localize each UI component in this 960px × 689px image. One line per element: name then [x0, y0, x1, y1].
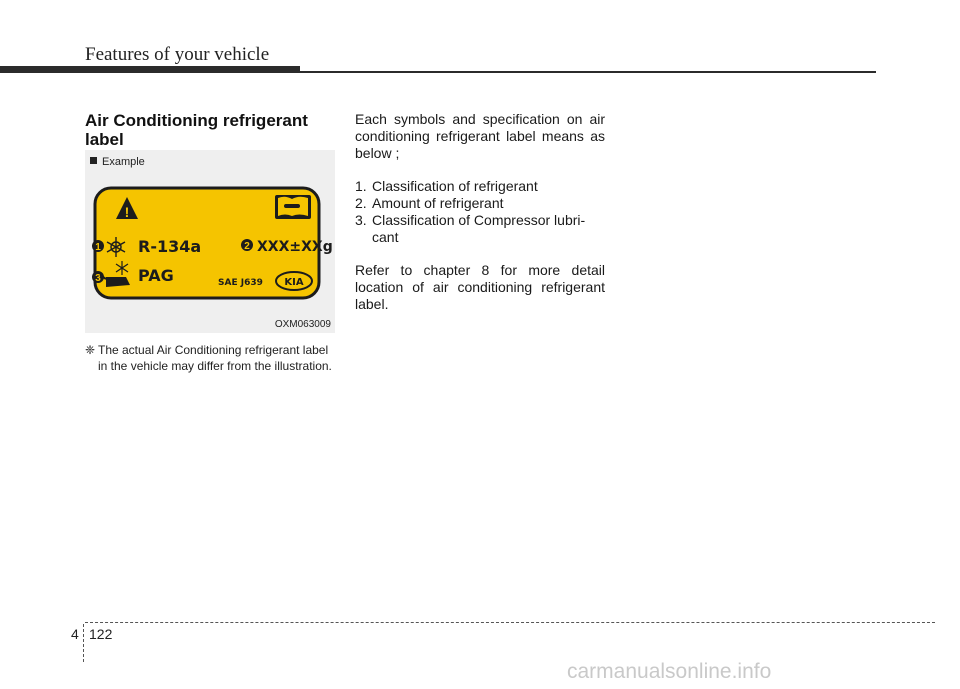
square-bullet-icon: [90, 157, 97, 164]
header-bar: [0, 66, 300, 73]
refrigerant-label-illustration: [92, 185, 333, 303]
list-item-number: 1.: [355, 178, 367, 194]
refer-paragraph: Refer to chapter 8 for more detail location of air conditioning refrigerant label.: [355, 262, 605, 312]
list-item: [355, 212, 605, 246]
list-item-text: Classification of refrigerant: [372, 178, 538, 194]
page-number: 122: [89, 626, 113, 642]
list-item-text: Classification of Compressor lubri-cant: [372, 212, 586, 245]
watermark: carmanualsonline.info: [567, 660, 772, 683]
content-column: [355, 111, 605, 313]
svg-text:1: 1: [95, 242, 101, 253]
example-caption: [90, 156, 145, 168]
footer-rule: [85, 622, 935, 623]
footnote-text: The actual Air Conditioning refrigerant label in the vehicle may differ from the illustration.: [98, 343, 332, 373]
standard-text: SAE J639: [218, 278, 263, 288]
figure-code: OXM063009: [274, 319, 331, 330]
header-rule: [296, 71, 876, 73]
list-item: [355, 178, 605, 195]
chapter-number: 4: [71, 626, 79, 642]
svg-text:3: 3: [95, 273, 101, 284]
footnote: [85, 342, 337, 374]
footer-divider: [83, 624, 84, 662]
figure-box: [85, 150, 335, 333]
svg-text:KIA: KIA: [284, 277, 304, 288]
example-label: Example: [102, 156, 145, 168]
page-header-title: Features of your vehicle: [85, 44, 270, 65]
note-mark-icon: ❈: [85, 343, 96, 357]
refrigerant-amount-text: XXX±XXg: [257, 239, 333, 255]
list-item-number: 2.: [355, 195, 367, 211]
section-title: Air Conditioning refrigerant label: [85, 111, 308, 149]
list-item-text: Amount of refrigerant: [372, 195, 504, 211]
svg-text:!: !: [124, 204, 130, 220]
oil-type-text: PAG: [138, 266, 174, 285]
symbol-list: [355, 178, 605, 246]
list-item-number: 3.: [355, 212, 367, 228]
svg-text:2: 2: [244, 241, 250, 252]
refrigerant-type-text: R-134a: [138, 237, 202, 256]
service-manual-icon: [275, 195, 311, 219]
intro-paragraph: Each symbols and specification on air conditioning refrigerant label means as below ;: [355, 111, 605, 161]
list-item: [355, 195, 605, 212]
